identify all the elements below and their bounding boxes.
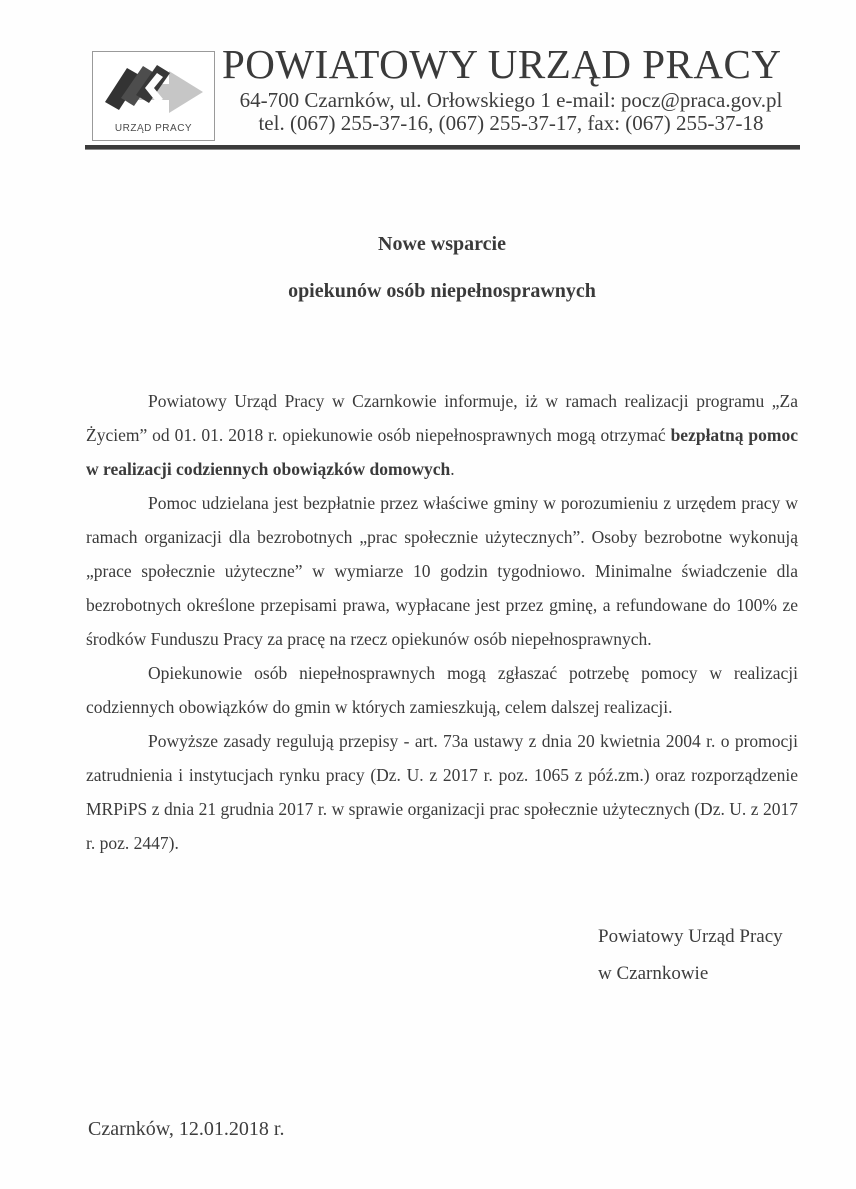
letterhead-text: [222, 42, 800, 135]
signature-line-1: Powiatowy Urząd Pracy: [598, 926, 783, 947]
address-line: 64-700 Czarnków, ul. Orłowskiego 1 e-mail: pocz@praca.gov.pl: [239, 88, 783, 112]
paragraph-1-normal: Powiatowy Urząd Pracy w Czarnkowie informuje, iż w ramach realizacji programu „Za Życiem” od 01. 01. 2018 r. opiekunowie osób niepełnosprawnych mogą otrzymać: [86, 391, 798, 445]
paragraph-1-tail: .: [450, 459, 455, 479]
logo-arrow-icon: [99, 58, 209, 120]
title-line-2: opiekunów osób niepełnosprawnych: [288, 280, 596, 302]
phone-line: tel. (067) 255-37-16, (067) 255-37-17, fax: (067) 255-37-18: [258, 111, 764, 135]
logo-caption: URZĄD PRACY: [114, 123, 193, 134]
paragraph-4: Powyższe zasady regulują przepisy - art. 73a ustawy z dnia 20 kwietnia 2004 r. o promocji zatrudnienia i instytucjach rynku pracy (Dz. U. z 2017 r. poz. 1065 z póź.zm.) oraz rozporządzenie MRPiPS z dnia 21 grudnia 2017 r. w sprawie organizacji prac społecznie użytecznych (Dz. U. z 2017 r. poz. 2447).: [86, 731, 798, 853]
urzad-pracy-logo: [92, 51, 215, 141]
paragraph-1: [86, 384, 798, 486]
org-name: POWIATOWY URZĄD PRACY: [222, 41, 782, 87]
paragraph-1-bold: bezpłatną pomoc w realizacji codziennych obowiązków domowych: [86, 425, 799, 479]
signature-line-2: w Czarnkowie: [598, 963, 709, 984]
signature-block: [598, 918, 783, 992]
doc-title: [85, 233, 799, 303]
paragraph-2: Pomoc udzielana jest bezpłatnie przez właściwe gminy w porozumieniu z urzędem pracy w ramach organizacji dla bezrobotnych „prac społecznie użytecznych”. Osoby bezrobotne wykonują „prace społecznie użyteczne” w wymiarze 10 godzin tygodniowo. Minimalne świadczenie dla bezrobotnych określone przepisami prawa, wypłacane jest przez gminę, a refundowane do 100% ze środków Funduszu Pracy za pracę na rzecz opiekunów osób niepełnosprawnych.: [86, 493, 798, 649]
date-line: Czarnków, 12.01.2018 r.: [88, 1118, 285, 1140]
header-rule: [85, 145, 800, 150]
paragraph-3: Opiekunowie osób niepełnosprawnych mogą zgłaszać potrzebę pomocy w realizacji codziennych obowiązków do gmin w których zamieszkują, celem dalszej realizacji.: [86, 663, 798, 717]
title-line-1: Nowe wsparcie: [378, 233, 506, 255]
letter-body: [86, 384, 798, 860]
